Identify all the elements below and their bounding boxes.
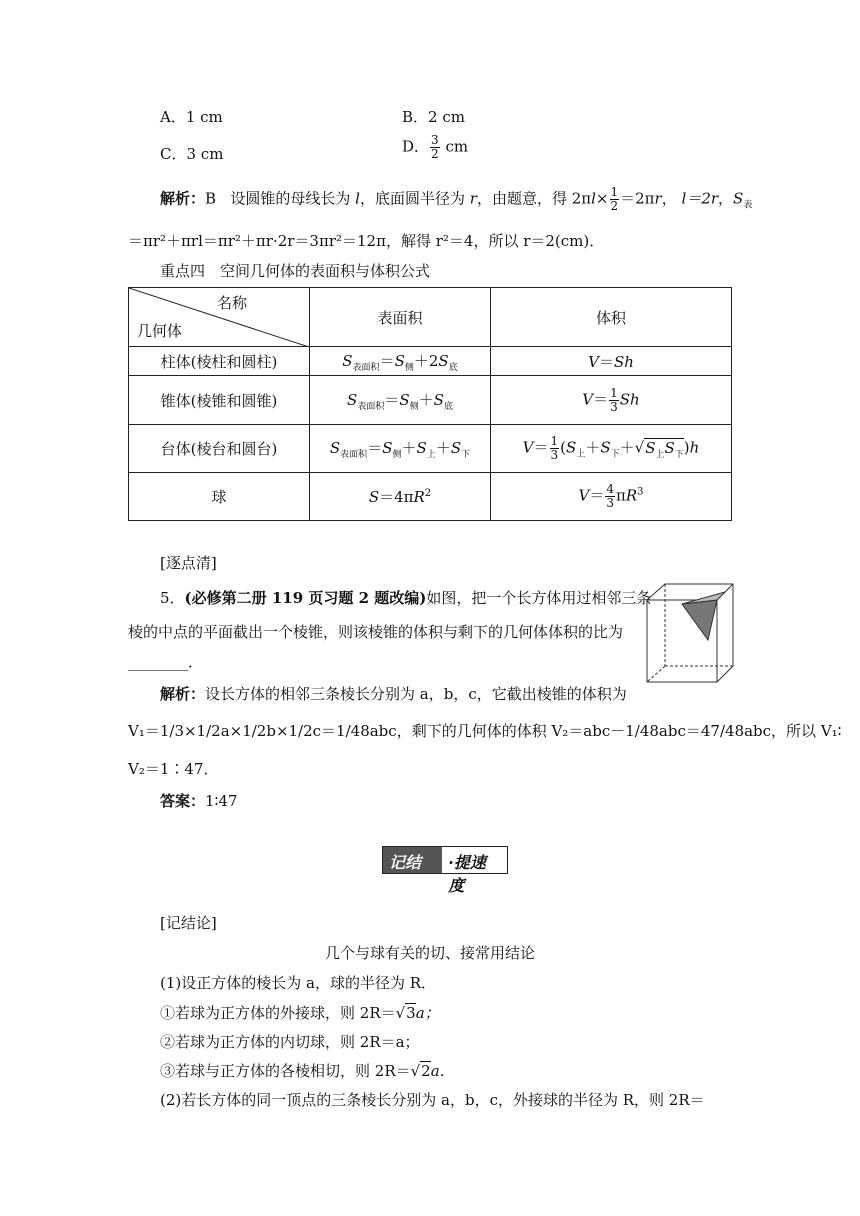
question5-line1 [160,587,651,608]
var-r: r [469,189,477,208]
solution5-label: 解析： [160,685,206,703]
row-name: 锥体(棱锥和圆锥) [129,376,310,425]
conclusion-3: ②若球为正方体的内切球，则 2R＝a； [160,1033,420,1051]
option-c: C．3 cm [160,145,224,163]
S-subscript: 表 [743,200,753,211]
formula-table [128,287,732,521]
solution5-line3: V₂＝1∶47． [128,760,219,778]
solution5-line1 [160,683,627,704]
solution5-text1: 设长方体的相邻三条棱长分别为 a，b，c，它截出棱锥的体积为 [205,685,627,703]
conclusions-label: [记结论] [160,914,217,932]
question-text1: 如图，把一个长方体用过相邻三条 [426,589,652,607]
conclusion-5: (2)若长方体的同一顶点的三条棱长分别为 a，b，c，外接球的半径为 R，则 2R＝ [160,1091,705,1109]
banner-right: ·提速度 [448,853,486,895]
table-header-diagonal [129,288,310,347]
table-row [129,347,732,376]
row-name: 球 [129,473,310,521]
cuboid-figure [645,582,735,684]
solution1-line2: ＝πr²＋πrl＝πr²＋πr·2r＝3πr²＝12π，解得 r²＝4，所以 r＝2(cm)． [128,232,605,250]
row-volume: V＝ $\frac{1}{3}$ $(S_上+S_下+√S_上S_下)h$ [491,425,732,473]
answer-label: 答案： [160,792,206,810]
half-fraction: $\frac{1}{2}$ [610,185,619,213]
row-area: $S_{表面积}=S_侧+2S_底$ [310,347,491,376]
option-b: B．2 cm [402,108,465,126]
banner-left: 记结论 [383,847,442,873]
conclusion-2: ①若球为正方体的外接球，则 2R＝√3a； [160,1004,440,1022]
row-area: $S_{表面积}=S_侧+S_上+S_下$ [310,425,491,473]
solution1-text-c: ，由题意，得 2π [476,189,592,208]
answer-line [160,790,238,811]
row-volume: V＝ $\frac{1}{3}$ Sh [491,376,732,425]
solution5-line2: V₁＝1/3×1/2a×1/2b×1/2c＝1/48abc，剩下的几何体的体积 V₂＝abc－1/48abc＝47/48abc，所以 V₁∶ [128,722,842,740]
section4-title: 重点四 空间几何体的表面积与体积公式 [160,262,431,280]
answer-value: 1∶47 [205,792,238,810]
question5-line2: 棱的中点的平面截出一个棱锥，则该棱锥的体积与剩下的几何体体积的比为 [128,623,624,641]
solution1-text-d: ， [661,189,677,208]
section-banner [382,846,508,895]
table-row [129,376,732,425]
answer-blank: ________． [128,653,204,671]
row-volume: V＝Sh [491,347,732,376]
conclusions-title: 几个与球有关的切、接常用结论 [324,944,535,962]
table-row [129,425,732,473]
row-name: 台体(棱台和圆台) [129,425,310,473]
header-volume: 体积 [491,288,732,347]
question-source: (必修第二册 119 页习题 2 题改编) [184,589,427,607]
option-d [402,134,468,161]
conclusion-4: ③若球与正方体的各棱相切，则 2R＝√2a． [160,1062,455,1080]
conclusion-1: (1)设正方体的棱长为 a，球的半径为 R． [160,974,437,992]
var-S: S [733,189,744,208]
row-area: $S=4\pi R^2$ [310,473,491,521]
option-d-unit: cm [445,137,469,156]
header-body: 几何体 [137,322,183,340]
var-l: l [355,189,360,208]
solution1-text-b: ，底面圆半径为 [359,189,465,208]
solution-answer: B [205,189,217,208]
option-d-prefix: D． [402,137,430,156]
solution-label: 解析： [160,189,206,208]
zhudianqing-label: [逐点清] [160,554,217,572]
solution1-line1: 解析：B 设圆锥的母线长为 l，底面圆半径为 r，由题意，得 2πl× $\frac{1}{2}$ ＝2πr， l＝2r，$S_表$ [160,185,753,213]
header-name: 名称 [217,294,248,312]
solution1-text-a: 设圆锥的母线长为 [230,189,351,208]
row-name: 柱体(棱柱和圆柱) [129,347,310,376]
option-a: A．1 cm [160,108,223,126]
header-area: 表面积 [310,288,491,347]
row-area: $S_{表面积}=S_侧+S_底$ [310,376,491,425]
solution1-l-eq: l＝2r [681,189,719,208]
table-row [129,473,732,521]
solution1-eq-tail: ＝2π [620,189,655,208]
question-number: 5． [160,589,185,607]
option-d-fraction: $\frac{3}{2}$ [431,133,439,161]
row-volume: V＝ $\frac{4}{3}$ $\pi R^3$ [491,473,732,521]
